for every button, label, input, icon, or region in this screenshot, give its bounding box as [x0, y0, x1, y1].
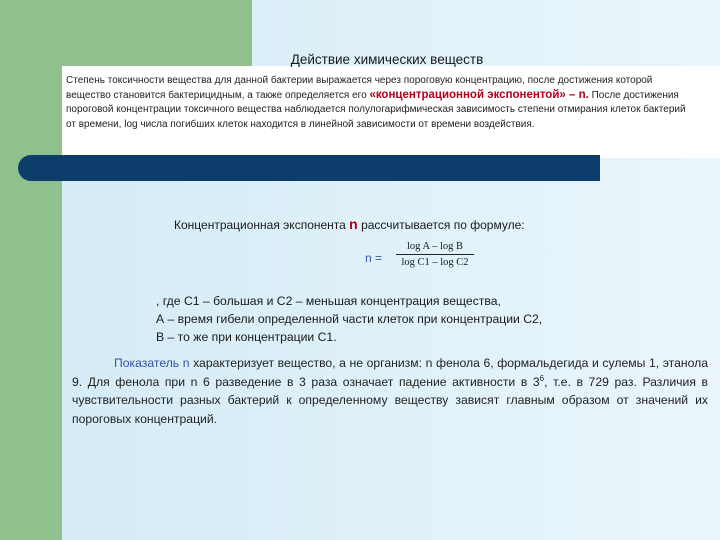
formula-intro-after: рассчитывается по формуле:: [357, 218, 525, 232]
formula-lhs: n =: [365, 251, 383, 265]
legend-line: , где С1 – большая и С2 – меньшая концентрация вещества,: [156, 294, 501, 308]
formula-intro-before: Концентрационная экспонента: [174, 218, 350, 232]
formula-numerator: log A – log B: [406, 241, 463, 252]
slide-title: Действие химических веществ: [290, 52, 484, 67]
conclusion-paragraph: [72, 354, 708, 428]
formula-fraction: [396, 241, 474, 268]
intro-text-before: Степень токсичности вещества для данной бактерии выражается через пороговую концентрацию, после достижения которой вещество становится бактерицидным, а также определяется его: [66, 75, 653, 102]
legend-line: В – то же при концентрации С1.: [156, 330, 337, 344]
intro-highlight: «концентрационной экспонентой» – n.: [369, 89, 589, 102]
paragraph-lead: Показатель n: [114, 356, 190, 370]
formula-denominator: log C1 – log C2: [401, 257, 469, 268]
legend-line: А – время гибели определенной части клеток при концентрации С2,: [156, 312, 543, 326]
intro-text-after: После достижения пороговой концентрации токсичного вещества наблюдается полулогарифмическая зависимость степени отмирания клеток бактерий от времени, log числа погибших клеток находится в линейной зависимости от времени воздействия.: [66, 90, 686, 130]
formula-intro: [174, 216, 525, 232]
paragraph-body: характеризует вещество, а не организм: n фенола 6, формальдегида и сулемы 1, этанола 9. Для фенола при n 6 разведение в 3 раза означает падение активности в 3: [72, 356, 708, 389]
formula-legend: [156, 292, 542, 346]
navy-divider-bar: [18, 155, 600, 181]
intro-text: [66, 74, 698, 132]
formula-symbol: n: [349, 216, 358, 232]
paragraph-tail: , т.е. в 729 раз. Различия в чувствительности разных бактерий к определенному веществу зависят главным образом от значений их пороговых концентраций.: [72, 374, 708, 426]
paragraph-power: 6: [539, 373, 545, 383]
